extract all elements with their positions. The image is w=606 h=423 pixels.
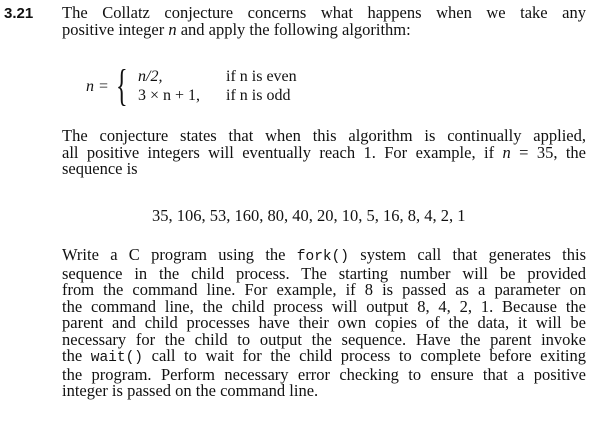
task-line-9: integer is passed on the command line.	[62, 381, 319, 400]
conjecture-line-3: sequence is	[62, 159, 138, 178]
collatz-formula	[86, 61, 346, 114]
task-line-2: sequence in the child process. The starting number will be provided	[62, 263, 586, 283]
conjecture-paragraph	[62, 128, 586, 178]
task-line-6: necessary for the child to output the sequence. Have the parent invoke	[62, 329, 586, 349]
formula-brace: {	[116, 61, 128, 110]
intro-line-1: The Collatz conjecture concerns what happens when we take any	[62, 3, 586, 22]
case-odd-expression: 3 × n + 1,	[138, 87, 201, 104]
case-even-condition: if n is even	[226, 68, 297, 85]
task-line-8: the program. Perform necessary error checking to ensure that a positive	[62, 364, 586, 384]
task-line-4: the command line, the child process will output 8, 4, 2, 1. Because the	[62, 296, 586, 316]
wait-code: wait()	[90, 350, 143, 366]
task-line-3: from the command line. For example, if 8 is passed as a parameter on	[62, 280, 586, 299]
task-line-5: parent and child processes have their own copies of the data, it will be	[62, 313, 586, 332]
formula-lhs: n =	[86, 78, 109, 95]
fork-code: fork()	[296, 249, 350, 265]
case-even-expression: n/2,	[138, 68, 163, 85]
case-odd-condition: if n is odd	[226, 87, 291, 104]
conjecture-line-1: The conjecture states that when this algorithm is continually applied,	[62, 126, 586, 145]
intro-paragraph	[62, 5, 586, 38]
example-sequence: 35, 106, 53, 160, 80, 40, 20, 10, 5, 16, 8, 4, 2, 1	[152, 206, 466, 225]
intro-line-2: positive integer n and apply the following algorithm:	[62, 19, 411, 39]
task-line-7: the wait() call to wait for the child process to complete before exiting	[62, 346, 586, 366]
task-paragraph	[62, 247, 586, 400]
task-line-1: Write a C program using the fork() system call that generates this	[62, 245, 586, 265]
conjecture-line-2: all positive integers will eventually reach 1. For example, if n = 35, the	[62, 142, 587, 162]
exercise-number: 3.21	[4, 5, 34, 22]
